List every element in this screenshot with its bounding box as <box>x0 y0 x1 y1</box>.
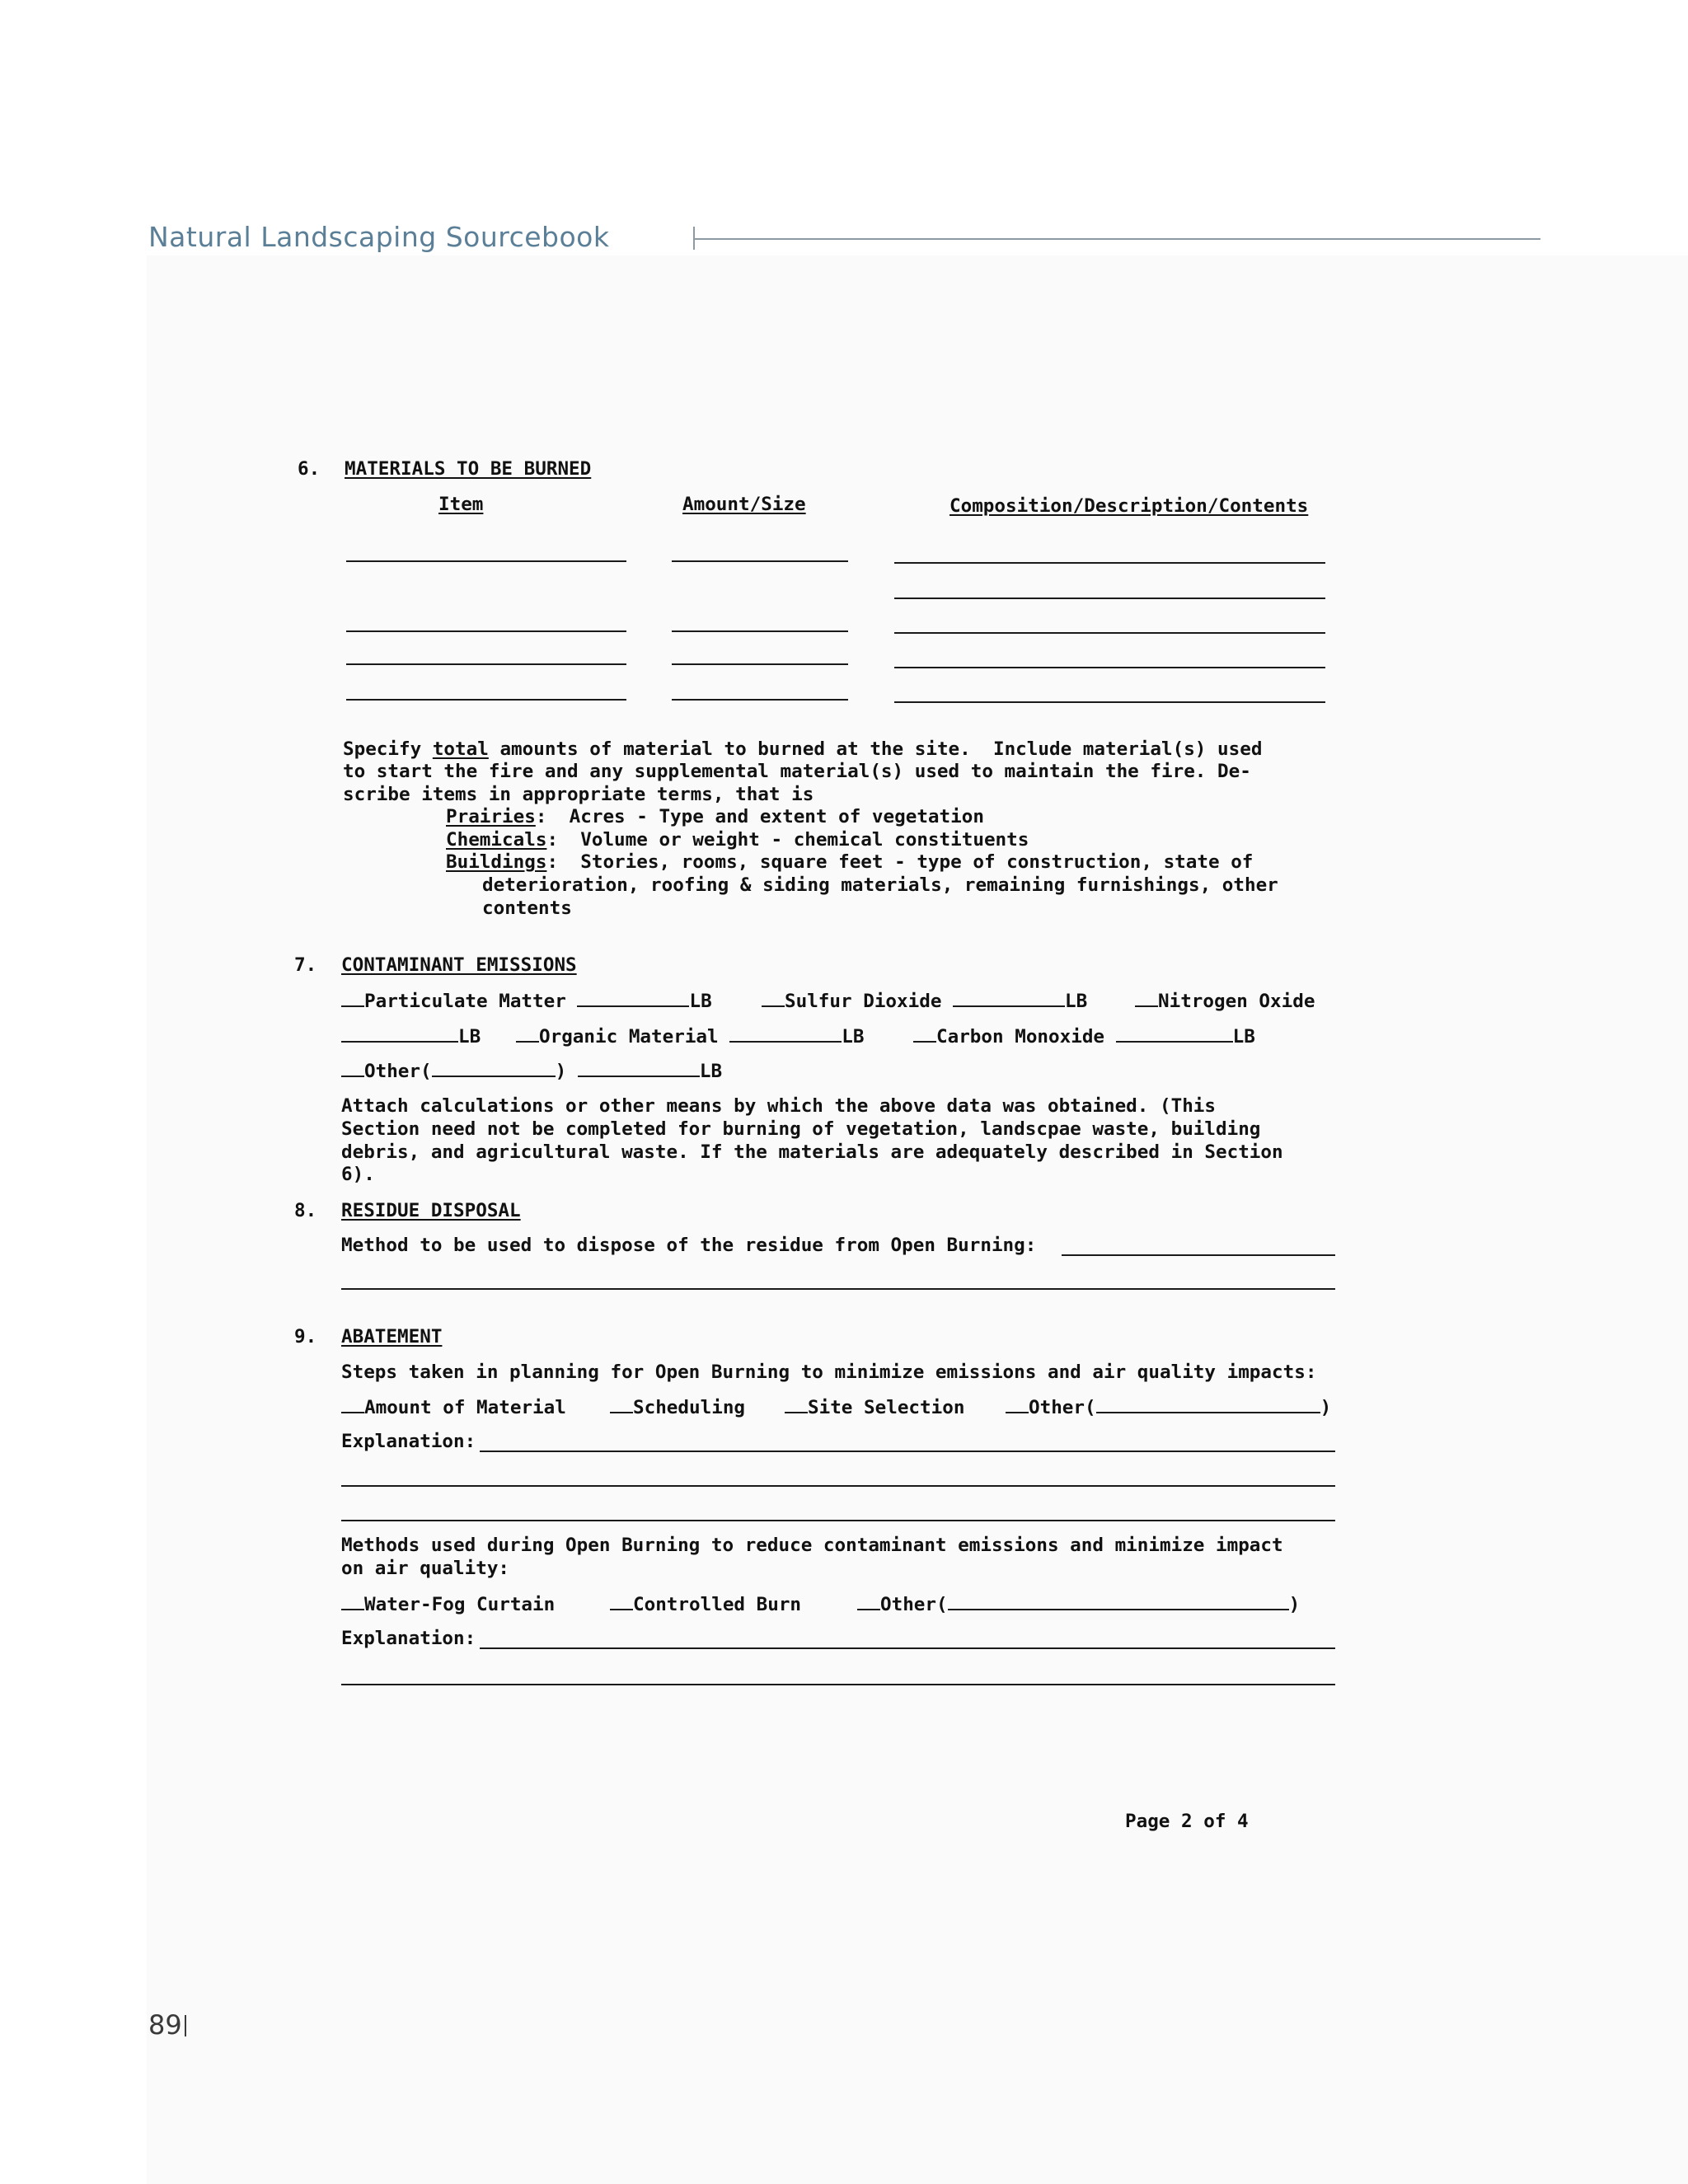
abatement-explanation-label: Explanation: <box>341 1431 476 1452</box>
buildings-continued-1: deterioration, roofing & siding materials, remaining furnishings, other <box>482 874 1278 896</box>
other-emission-field[interactable]: Other( ) LB <box>341 1059 722 1083</box>
item-line-1[interactable] <box>346 560 626 562</box>
header-rule <box>695 238 1540 240</box>
item-line-2[interactable] <box>346 630 626 632</box>
attach-line-3: debris, and agricultural waste. If the materials are adequately described in Section <box>341 1141 1283 1163</box>
section-9-number: 9. <box>294 1326 317 1347</box>
section-8-number: 8. <box>294 1200 317 1221</box>
amount-line-1[interactable] <box>672 560 848 562</box>
residue-method-line-2[interactable] <box>341 1288 1335 1290</box>
methods-used-line-2: on air quality: <box>341 1558 510 1579</box>
attach-line-4: 6). <box>341 1164 375 1185</box>
buildings-continued-2: contents <box>482 898 572 919</box>
section-9-title: ABATEMENT <box>341 1326 443 1347</box>
abatement-explanation-line-3[interactable] <box>341 1520 1335 1521</box>
residue-method-label: Method to be used to dispose of the residue from Open Burning: <box>341 1235 1037 1256</box>
chemicals-line: Chemicals: Volume or weight - chemical constituents <box>446 829 1029 851</box>
controlled-burn-option[interactable]: Controlled Burn <box>610 1592 801 1616</box>
carbon-monoxide-field[interactable]: Carbon Monoxide LB <box>913 1024 1255 1048</box>
nitrogen-oxide-amount[interactable]: LB <box>341 1024 481 1048</box>
column-header-item: Item <box>438 494 484 515</box>
section-7-number: 7. <box>294 954 317 976</box>
prairies-line: Prairies: Acres - Type and extent of vegetation <box>446 806 984 827</box>
composition-line-4[interactable] <box>894 667 1325 668</box>
abatement-other-option[interactable]: Other( ) <box>1006 1395 1331 1419</box>
item-line-3[interactable] <box>346 663 626 665</box>
instructions-line-3: scribe items in appropriate terms, that is <box>343 784 814 805</box>
item-line-4[interactable] <box>346 699 626 701</box>
organic-material-field[interactable]: Organic Material LB <box>516 1024 864 1048</box>
steps-taken-label: Steps taken in planning for Open Burning to minimize emissions and air quality impacts: <box>341 1361 1317 1383</box>
page-number: 89 <box>148 2009 186 2041</box>
attach-line-2: Section need not be completed for burning of vegetation, landscpae waste, building <box>341 1118 1261 1140</box>
nitrogen-oxide-field[interactable]: Nitrogen Oxide <box>1135 989 1315 1013</box>
attach-line-1: Attach calculations or other means by which the above data was obtained. (This <box>341 1095 1217 1117</box>
column-header-amount: Amount/Size <box>682 494 806 515</box>
composition-line-3[interactable] <box>894 632 1325 634</box>
instructions-line-1: Specify total amounts of material to burned at the site. Include material(s) used <box>343 738 1263 760</box>
particulate-field[interactable]: Particulate Matter LB <box>341 989 712 1013</box>
section-8-title: RESIDUE DISPOSAL <box>341 1200 521 1221</box>
site-selection-option[interactable]: Site Selection <box>785 1395 964 1419</box>
form-page-indicator: Page 2 of 4 <box>1125 1811 1249 1832</box>
residue-method-line-1[interactable] <box>1062 1254 1335 1256</box>
amount-line-2[interactable] <box>672 630 848 632</box>
buildings-line: Buildings: Stories, rooms, square feet - type of construction, state of <box>446 851 1254 873</box>
instructions-line-2: to start the fire and any supplemental material(s) used to maintain the fire. De- <box>343 761 1251 782</box>
section-6-title: MATERIALS TO BE BURNED <box>345 458 592 480</box>
sulfur-dioxide-field[interactable]: Sulfur Dioxide LB <box>762 989 1087 1013</box>
column-header-composition: Composition/Description/Contents <box>950 495 1309 517</box>
methods-explanation-line-2[interactable] <box>341 1684 1335 1685</box>
section-7-title: CONTAMINANT EMISSIONS <box>341 954 577 976</box>
running-header-title: Natural Landscaping Sourcebook <box>148 221 610 253</box>
composition-line-1[interactable] <box>894 562 1325 564</box>
abatement-explanation-line-1[interactable] <box>480 1451 1335 1452</box>
scheduling-option[interactable]: Scheduling <box>610 1395 745 1419</box>
composition-line-2[interactable] <box>894 598 1325 599</box>
amount-line-4[interactable] <box>672 699 848 701</box>
section-6-number: 6. <box>298 458 321 480</box>
composition-line-5[interactable] <box>894 701 1325 703</box>
amount-of-material-option[interactable]: Amount of Material <box>341 1395 566 1419</box>
water-fog-option[interactable]: Water-Fog Curtain <box>341 1592 555 1616</box>
methods-other-option[interactable]: Other( ) <box>857 1592 1300 1616</box>
methods-explanation-line-1[interactable] <box>480 1647 1335 1649</box>
methods-used-line-1: Methods used during Open Burning to reduce contaminant emissions and minimize impact <box>341 1535 1283 1556</box>
methods-explanation-label: Explanation: <box>341 1628 476 1649</box>
abatement-explanation-line-2[interactable] <box>341 1485 1335 1487</box>
amount-line-3[interactable] <box>672 663 848 665</box>
